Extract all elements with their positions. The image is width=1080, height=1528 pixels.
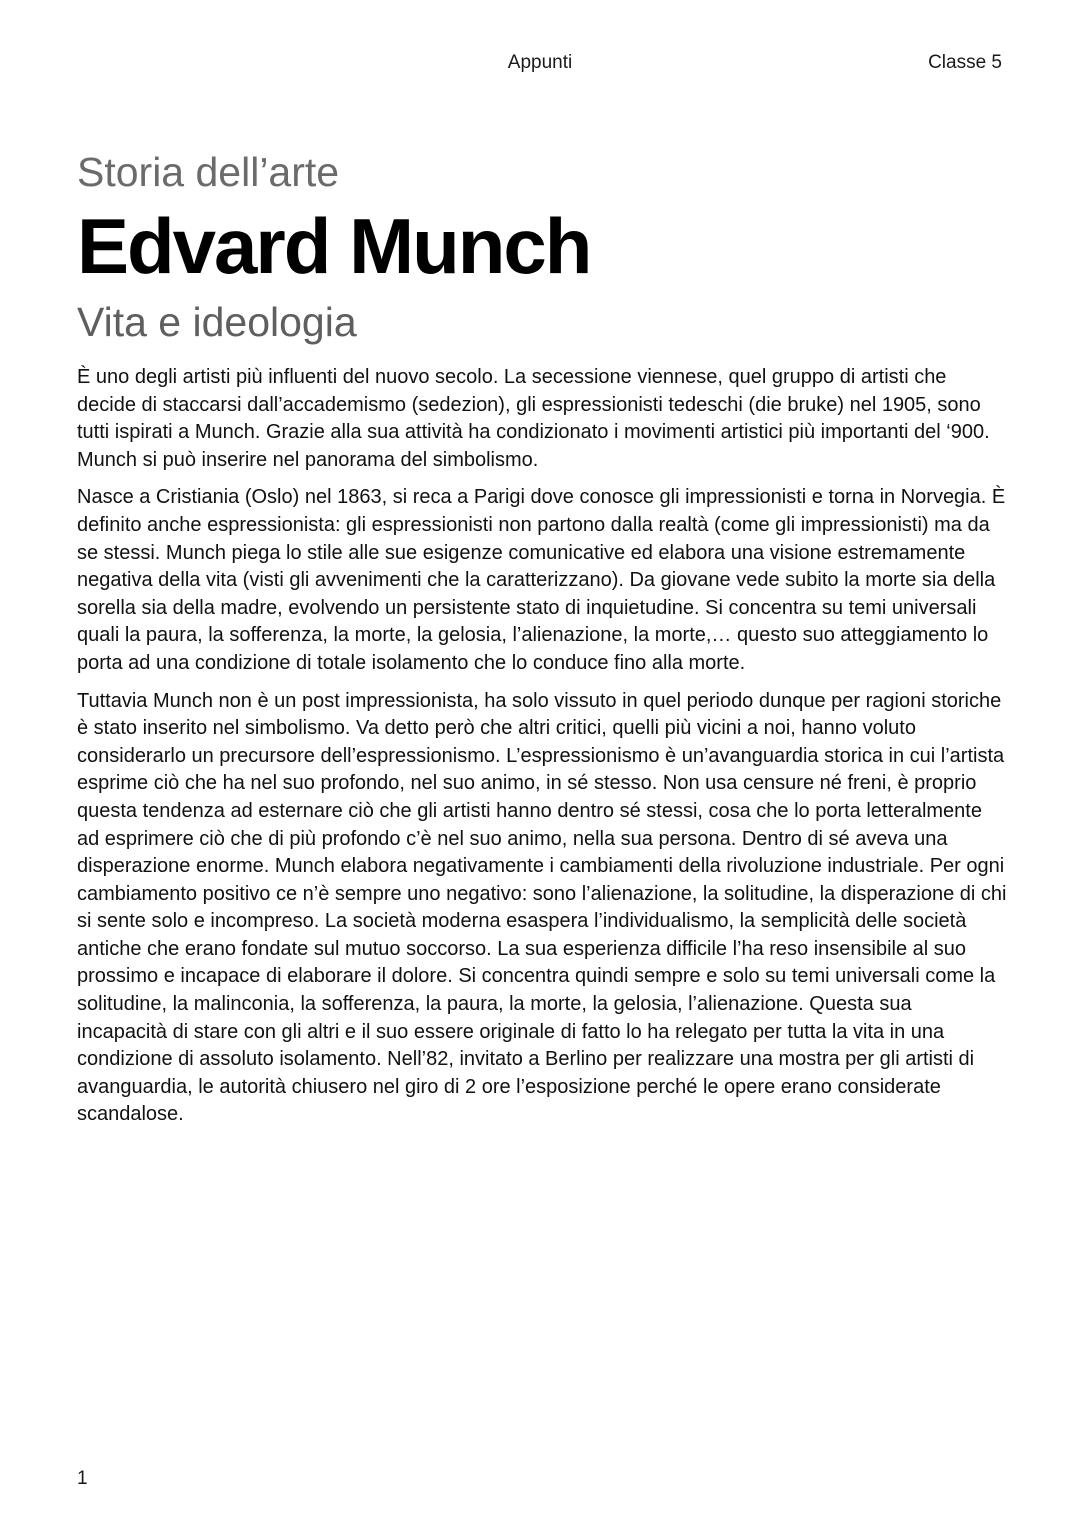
page-header [0, 52, 1080, 78]
header-class-label: Classe 5 [928, 52, 1002, 73]
page-number: 1 [77, 1468, 88, 1489]
section-heading: Vita e ideologia [77, 299, 357, 345]
paragraph-1: È uno degli artisti più influenti del nuovo secolo. La secessione viennese, quel gruppo di artisti che decide di staccarsi dall’accademismo (sedezion), gli espressionisti tedeschi (die bruke) nel 1905, sono tutti ispirati a Munch. Grazie alla sua attività ha condizionato i movimenti artistici più importanti del ‘900. Munch si può inserire nel panorama del simbolismo. [77, 366, 990, 471]
header-center-label: Appunti [507, 52, 573, 73]
paragraph-2: Nasce a Cristiania (Oslo) nel 1863, si reca a Parigi dove conosce gli impressionisti e torna in Norvegia. È definito anche espressionista: gli espressionisti non partono dalla realtà (come gli impressionisti) ma da se stessi. Munch piega lo stile alle sue esigenze comunicative ed elabora una visione estremamente negativa della vita (visti gli avvenimenti che la caratterizzano). Da giovane vede subito la morte sia della sorella sia della madre, evolvendo un persistente stato di inquietudine. Si concentra su temi universali quali la paura, la sofferenza, la morte, la gelosia, l’alienazione, la morte,… questo suo atteggiamento lo porta ad una condizione di totale isolamento che lo conduce fino alla morte. [77, 486, 1006, 674]
subject-kicker: Storia dell’arte [77, 149, 340, 195]
document-body [77, 146, 1007, 1139]
page-title: Edvard Munch [77, 202, 591, 290]
paragraph-3: Tuttavia Munch non è un post impressionista, ha solo vissuto in quel periodo dunque per ragioni storiche è stato inserito nel simbolismo. Va detto però che altri critici, quelli più vicini a noi, hanno voluto considerarlo un precursore dell’espressionismo. L’espressionismo è un’avanguardia storica in cui l’artista esprime ciò che ha nel suo profondo, nel suo animo, in sé stesso. Non usa censure né freni, è proprio questa tendenza ad esternare ciò che gli artisti hanno dentro sé stessi, cosa che lo porta letteralmente ad esprimere ciò che di più profondo c’è nel suo animo, nella sua persona. Dentro di sé aveva una disperazione enorme. Munch elabora negativamente i cambiamenti della rivoluzione industriale. Per ogni cambiamento positivo ce n’è sempre uno negativo: sono l’alienazione, la solitudine, la disperazione di chi si sente solo e incompreso. La società moderna esaspera l’individualismo, la semplicità delle società antiche che erano fondate sul mutuo soccorso. La sua esperienza difficile l’ha reso insensibile al suo prossimo e incapace di elaborare il dolore. Si concentra quindi sempre e solo su temi universali come la solitudine, la malinconia, la sofferenza, la paura, la morte, la gelosia, l’alienazione. Questa sua incapacità di stare con gli altri e il suo essere originale di fatto lo ha relegato per tutta la vita in una condizione di assoluto isolamento. Nell’82, invitato a Berlino per realizzare una mostra per gli artisti di avanguardia, le autorità chiusero nel giro di 2 ore l’esposizione perché le opere erano considerate scandalose. [77, 689, 1007, 1126]
